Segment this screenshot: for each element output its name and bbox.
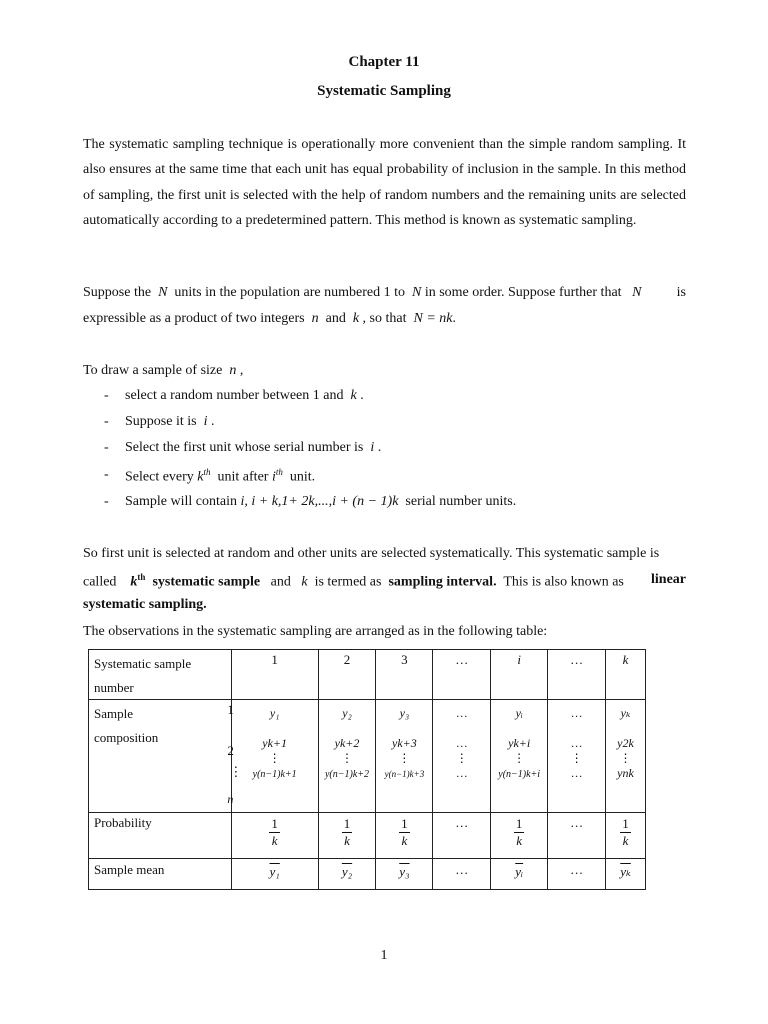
sample-intro: To draw a sample of size n , [83, 363, 244, 378]
cell-yki: yk+i [508, 736, 531, 750]
step-item: - Select the first unit whose serial number is i . [104, 440, 382, 455]
sample-mean-label: Sample mean [94, 862, 165, 877]
cell-dots: … [570, 766, 583, 780]
cell-vdots: ⋮ [570, 751, 583, 765]
cell-vdots: ⋮ [455, 751, 468, 765]
cell-dots: … [570, 815, 584, 830]
sample-mean-row [89, 859, 646, 890]
probability-fraction: $\frac{1}{k}$ [271, 816, 278, 848]
step-item: - Sample will contain i, i + k,1+ 2k,...,i + (n − 1)k serial number units. [104, 494, 517, 509]
cell-yk: yₖ [620, 706, 631, 720]
col-header: 2 [343, 652, 351, 667]
cell-yn2: y(n−1)k+2 [324, 769, 370, 780]
col-header: 1 [271, 652, 278, 667]
row-index: 2 [227, 743, 234, 758]
cell-y2k: y2k [617, 736, 634, 750]
col-header: k [622, 652, 629, 667]
cell-yi: yᵢ [515, 706, 523, 720]
cell-vdots: ⋮ [341, 751, 353, 765]
mean-value: y₁ [269, 864, 280, 879]
chapter-title: Systematic Sampling [317, 83, 451, 99]
cell-vdots: ⋮ [513, 751, 526, 765]
table-header-row [89, 650, 646, 700]
mean-value: $\overline{yᵢ}$ [515, 864, 524, 879]
cell-dots: … [570, 862, 584, 877]
cell-yk2: yk+2 [334, 736, 360, 750]
probability-fraction: $\frac{1}{k}$ [515, 816, 523, 848]
chapter-number: Chapter 11 [348, 54, 420, 70]
probability-fraction: $\frac{1}{k}$ [343, 816, 351, 848]
step-item: - Select every $k^{th}$ unit after $i^{th}$ unit. [104, 467, 316, 485]
table-intro: The observations in the systematic sampling are arranged as in the following table: [83, 624, 548, 639]
cell-dots: … [455, 862, 469, 877]
header-label: Systematic sample number [94, 656, 192, 695]
cell-dots: … [570, 706, 583, 720]
col-header: 3 [401, 652, 408, 667]
definition-line-2: called $k^{th}$ systematic sample and k is termed as sampling interval. This is also known as linear [83, 572, 686, 590]
probability-fraction: $\frac{1}{k}$ [401, 816, 408, 848]
probability-label: Probability [94, 815, 152, 830]
cell-yn1: y(n−1)k+1 [252, 769, 297, 780]
step-item: - Suppose it is i . [104, 414, 215, 429]
cell-dots: … [455, 736, 468, 750]
cell-yni: y(n−1)k+i [498, 769, 541, 780]
probability-fraction: $\frac{1}{k}$ [622, 816, 629, 848]
cell-yk1: yk+1 [262, 736, 288, 750]
cell-dots: … [570, 736, 583, 750]
cell-dots: … [455, 815, 469, 830]
col-header: … [570, 652, 584, 667]
row-index: ⋮ [229, 764, 243, 779]
cell-y1: y₁ [269, 706, 280, 720]
mean-value: y₂ [341, 864, 353, 879]
cell-y2: y₂ [342, 706, 352, 720]
intro-paragraph: The systematic sampling technique is operationally more convenient than the simple random sampling. It also ensures at the same time that each unit has equal probability of inclusion in the sample. In this method of sampling, the first unit is selected with the help of random numbers and the remaining units are selected automatically according to a predetermined pattern. This method is known as systematic sampling. [83, 137, 686, 228]
composition-row [89, 700, 646, 813]
mean-value: y₃ [399, 864, 410, 879]
population-line-1: Suppose the N units in the population are numbered 1 to N in some order. Suppose further that N is [83, 285, 686, 300]
cell-dots: … [455, 706, 468, 720]
cell-vdots: ⋮ [268, 751, 281, 765]
cell-ynk: ynk [617, 766, 634, 780]
probability-row [89, 813, 646, 859]
cell-vdots: ⋮ [398, 751, 411, 765]
composition-label: Sample composition [94, 706, 159, 745]
cell-yn3: y(n−1)k+3 [384, 769, 425, 779]
cell-yk3: yk+3 [392, 736, 417, 750]
col-header: … [455, 652, 469, 667]
page-number: 1 [380, 948, 388, 963]
systematic-sample-table [88, 649, 646, 890]
row-index: n [227, 792, 234, 806]
cell-vdots: ⋮ [619, 751, 632, 765]
population-line-2: expressible as a product of two integers n and k , so that N = nk. [83, 311, 456, 326]
definition-line-3: systematic sampling. [83, 597, 207, 612]
definition-line-1: So first unit is selected at random and other units are selected systematically. This systematic sample is [83, 546, 660, 561]
mean-value: $\overline{y_k}$ [620, 864, 631, 879]
cell-y3: y₃ [399, 706, 410, 720]
cell-dots: … [455, 766, 468, 780]
step-item: - select a random number between 1 and k . [104, 388, 364, 403]
col-header: i [517, 652, 521, 667]
row-index: 1 [227, 702, 234, 717]
